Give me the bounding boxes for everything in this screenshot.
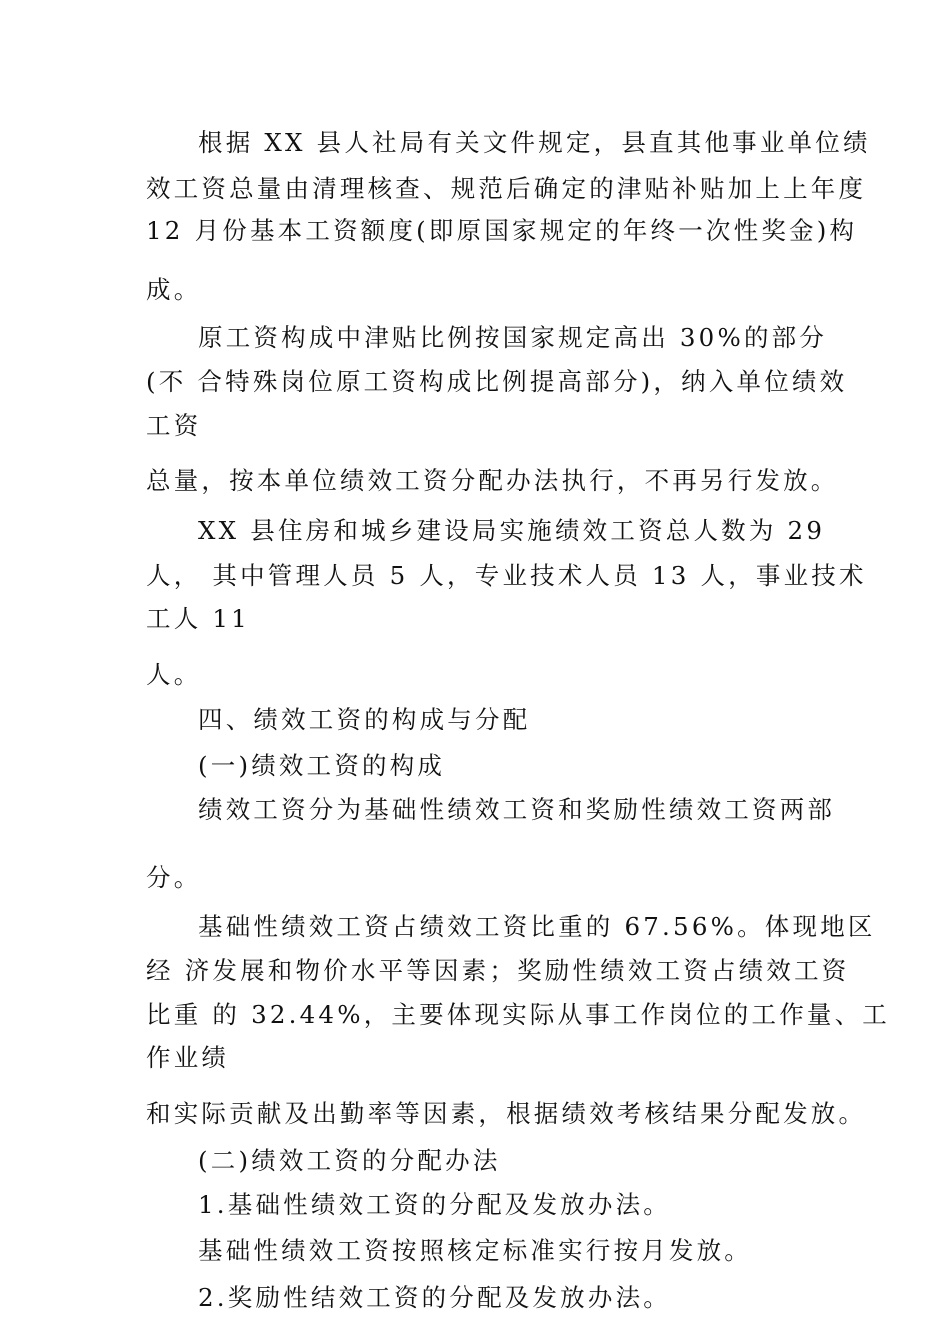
paragraph-line: 作业绩 bbox=[146, 1043, 230, 1072]
paragraph-line: 人。 bbox=[146, 660, 202, 689]
paragraph-line: 成。 bbox=[146, 275, 202, 304]
paragraph-line: 原工资构成中津贴比例按国家规定高出 30%的部分 bbox=[198, 323, 828, 352]
paragraph-line: 工资 bbox=[146, 411, 202, 440]
paragraph-line: 工人 11 bbox=[146, 604, 250, 633]
paragraph-line: 1.基础性绩效工资的分配及发放办法。 bbox=[198, 1190, 671, 1219]
paragraph-line: 根据 XX 县人社局有关文件规定，县直其他事业单位绩 bbox=[198, 128, 871, 157]
subsection-heading: (一)绩效工资的构成 bbox=[198, 751, 446, 780]
section-heading: 四、绩效工资的构成与分配 bbox=[198, 705, 531, 734]
subsection-heading: (二)绩效工资的分配办法 bbox=[198, 1146, 501, 1175]
paragraph-line: 12 月份基本工资额度(即原国家规定的年终一次性奖金)构 bbox=[146, 216, 858, 245]
paragraph-line: 基础性绩效工资占绩效工资比重的 67.56%。体现地区 bbox=[198, 912, 876, 941]
paragraph-line: (不 合特殊岗位原工资构成比例提高部分)，纳入单位绩效 bbox=[146, 367, 848, 396]
paragraph-line: 分。 bbox=[146, 863, 202, 892]
paragraph-line: 经 济发展和物价水平等因素；奖励性绩效工资占绩效工资 bbox=[146, 956, 850, 985]
paragraph-line: 绩效工资分为基础性绩效工资和奖励性绩效工资两部 bbox=[198, 795, 836, 824]
paragraph-line: XX 县住房和城乡建设局实施绩效工资总人数为 29 bbox=[198, 516, 826, 545]
paragraph-line: 2.奖励性结效工资的分配及发放办法。 bbox=[198, 1283, 671, 1312]
paragraph-line: 比重 的 32.44%，主要体现实际从事工作岗位的工作量、工 bbox=[146, 1000, 890, 1029]
paragraph-line: 基础性绩效工资按照核定标准实行按月发放。 bbox=[198, 1236, 752, 1265]
paragraph-line: 效工资总量由清理核查、规范后确定的津贴补贴加上上年度 bbox=[146, 174, 867, 203]
paragraph-line: 总量，按本单位绩效工资分配办法执行，不再另行发放。 bbox=[146, 466, 839, 495]
paragraph-line: 人， 其中管理人员 5 人，专业技术人员 13 人，事业技术 bbox=[146, 561, 867, 590]
paragraph-line: 和实际贡献及出勤率等因素，根据绩效考核结果分配发放。 bbox=[146, 1099, 867, 1128]
